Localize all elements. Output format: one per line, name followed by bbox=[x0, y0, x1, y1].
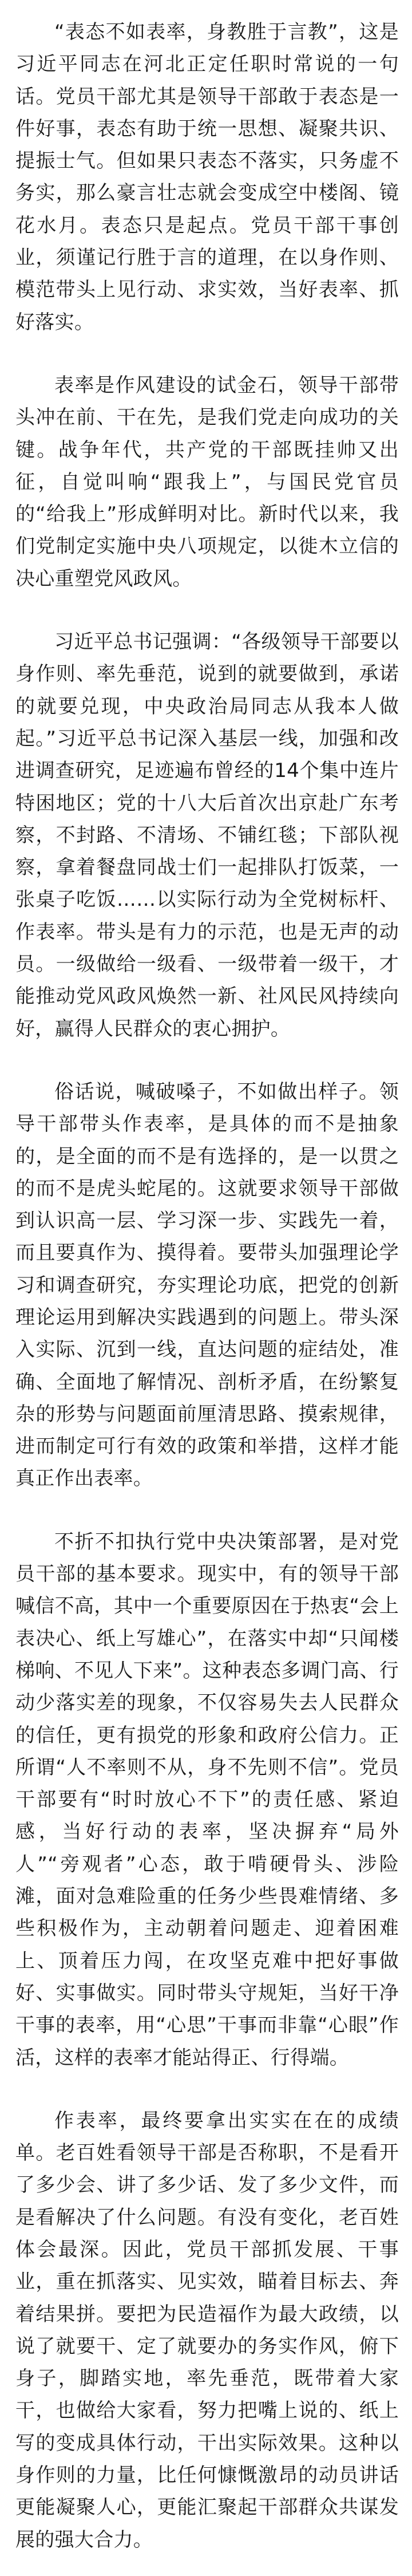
paragraph-4: 俗话说，喊破嗓子，不如做出样子。领导干部带头作表率，是具体的而不是抽象的，是全面的而不是有选择的，是一以贯之的而不是虎头蛇尾的。这就要求领导干部做到认识高一层、学习深一步、实践先一着，而且要真作为、摸得着。要带头加强理论学习和调查研究，夯实理论功底，把党的创新理论运用到解决实践遇到的问题上。带头深入实际、沉到一线，直达问题的症结处，准确、全面地了解情况、剖析矛盾，在纷繁复杂的形势与问题面前厘清思路、摸索规律，进而制定可行有效的政策和举措，这样才能真正作出表率。 bbox=[15, 1080, 399, 1490]
paragraph-3: 习近平总书记强调：“各级领导干部要以身作则、率先垂范，说到的就要做到，承诺的就要兑现，中央政治局同志从我本人做起。”习近平总书记深入基层一线，加强和改进调查研究，足迹遍布曾经的14个集中连片特困地区；党的十八大后首次出京赴广东考察，不封路、不清场、不铺红毯；下部队视察，拿着餐盘同战士们一起排队打饭菜，一张桌子吃饭……以实际行动为全党树标杆、作表率。带头是有力的示范，也是无声的动员。一级做给一级看、一级带着一级干，才能推动党风政风焕然一新、社风民风持续向好，赢得人民群众的衷心拥护。 bbox=[15, 630, 399, 1040]
paragraph-5: 不折不扣执行党中央决策部署，是对党员干部的基本要求。现实中，有的领导干部喊信不高，其中一个重要原因在于热衷“会上表决心、纸上写雄心”，在落实中却“只闻楼梯响、不见人下来”。这种表态多调门高、行动少落实差的现象，不仅容易失去人民群众的信任，更有损党的形象和政府公信力。正所谓“人不率则不从，身不先则不信”。党员干部要有“时时放心不下”的责任感、紧迫感，当好行动的表率，坚决摒弃“局外人”“旁观者”心态，敢于啃硬骨头、涉险滩，面对急难险重的任务少些畏难情绪、多些积极作为，主动朝着问题走、迎着困难上、顶着压力闯，在攻坚克难中把好事做好、实事做实。同时带头守规矩，当好干净干事的表率，用“心思”干事而非靠“心眼”作活，这样的表率才能站得正、行得端。 bbox=[15, 1530, 399, 2069]
paragraph-1: “表态不如表率，身教胜于言教”，这是习近平同志在河北正定任职时常说的一句话。党员干部尤其是领导干部敢于表态是一件好事，表态有助于统一思想、凝聚共识、提振士气。但如果只表态不落实，只务虚不务实，那么豪言壮志就会变成空中楼阁、镜花水月。表态只是起点。党员干部干事创业，须谨记行胜于言的道理，在以身作则、模范带头上见行动、求实效，当好表率、抓好落实。 bbox=[15, 21, 399, 334]
paragraph-2: 表率是作风建设的试金石，领导干部带头冲在前、干在先，是我们党走向成功的关键。战争年代，共产党的干部既挂帅又出征，自觉叫响“跟我上”，与国民党官员的“给我上”形成鲜明对比。新时代以来，我们党制定实施中央八项规定，以徙木立信的决心重塑党风政风。 bbox=[15, 373, 399, 590]
article-body bbox=[15, 16, 399, 2556]
paragraph-6: 作表率，最终要拿出实实在在的成绩单。老百姓看领导干部是否称职，不是看开了多少会、讲了多少话、发了多少文件，而是看解决了什么问题。有没有变化，老百姓体会最深。因此，党员干部抓发展、干事业，重在抓落实、见实效，瞄着目标去、奔着结果拼。要把为民造福作为最大政绩，以说了就要干、定了就要办的务实作风，俯下身子，脚踏实地，率先垂范，既带着大家干，也做给大家看，努力把嘴上说的、纸上写的变成具体行动，干出实际效果。这种以身作则的力量，比任何慷慨激昂的动员讲话更能凝聚人心，更能汇聚起干部群众共谋发展的强大合力。 bbox=[15, 2109, 399, 2551]
